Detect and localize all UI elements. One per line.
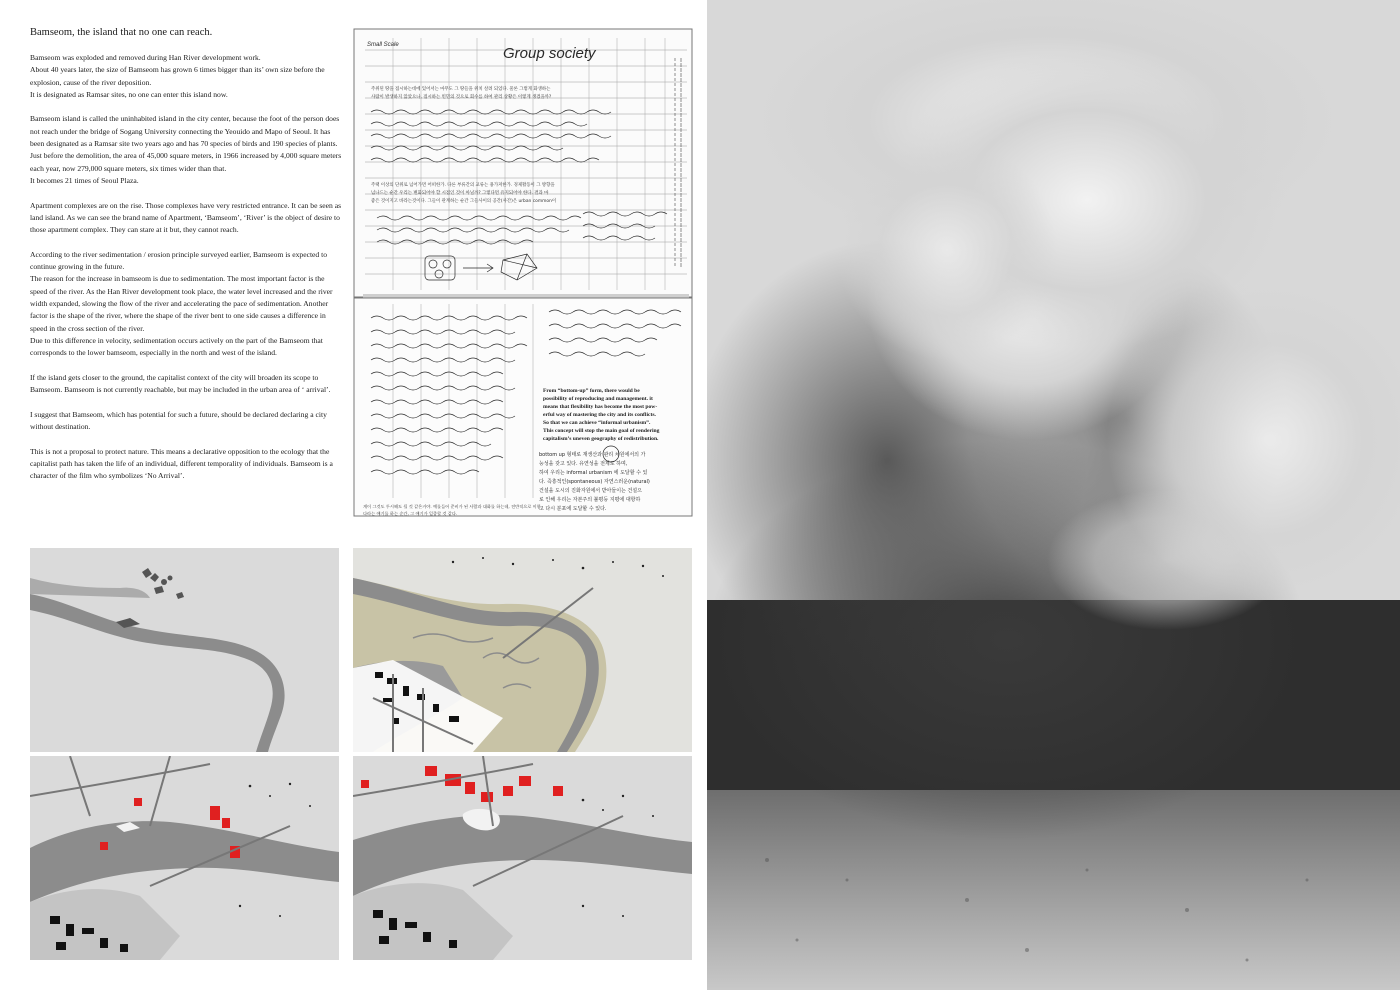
explosion-photograph (707, 0, 1400, 990)
map-sediment-growth (353, 548, 692, 752)
map-city-left (30, 756, 339, 960)
korean-quote-line: 고 다시 분포에 도달할 수 있다. (539, 506, 607, 512)
english-quote-line: means that flexibility has become the most pow- (543, 404, 658, 410)
essay-column (30, 26, 342, 495)
korean-quote-line: 하여 우리는 informal urbanism 에 도달할 수 있 (539, 470, 648, 476)
essay-sentence: It becomes 21 times of Seoul Plaza. (30, 175, 139, 185)
essay-sentence: About 40 years later, the size of Bamseom has grown 6 times bigger than its’ own size before the explosion, cause of the river deposition. (30, 65, 325, 87)
korean-quote-line: 건설을 도시의 진화자원에서 받아들이는 건설으 (539, 488, 642, 494)
english-quote-line: capitalism’s uneven geography of redistribution. (543, 436, 659, 442)
english-quote-line: possibility of reproducing and management. it (543, 396, 653, 402)
essay-sentence: Due to this difference in velocity, sedimentation occurs actively on the part of the Bamseom that corresponds to the lower bamseom, especially in the north and west of the island. (30, 335, 323, 358)
essay-paragraph (30, 52, 342, 101)
essay-sentence: Bamseom island is called the uninhabited island in the city center, because the foot of the person does not reach under the bridge of Sogang University connecting the Yeouido and Mapo of Seoul. It has been designated as a Ramsar site two years ago and has 70 species of birds and 190 species of plants. (30, 114, 340, 149)
notebook-bottom-line: 다라는 얘기를 하는 순간, 그 얘기가 일종할 것 같다. (363, 511, 458, 516)
english-quote-line: So that we can achieve “informal urbanism”. (543, 420, 651, 426)
essay-sentence: Just before the demolition, the area of 45,000 square meters, in 1966 increased by 4,000 square meters each year, now 279,000 square meters, six times wider than that. (30, 151, 342, 173)
korean-quote-line: 다. 즉흥적인(spontaneous) 자연스러운(natural) (539, 479, 650, 485)
notebook-corner-label: Small Scale (367, 42, 399, 48)
notebook-print-line: 주위된 땅을 접시하는데에 있어서는 마무도 그 땅들을 위치 살려 되었다. 물론 그렇게 화생하는 (371, 87, 551, 92)
notebook-print-line: 넘나드는 순간 우리는 변화되어야 할 시점인 것이 아닐까? 그렇다면 유지되어야 한다. 결과 마 (371, 191, 549, 196)
essay-sentence: It is designated as Ramsar sites, no one can enter this island now. (30, 89, 228, 99)
english-quote-line: From “bottom-up” form, there would be (543, 388, 640, 394)
korean-quote-line: 능성을 갖고 있다. 유연성을 전제로 하며, (539, 461, 628, 467)
essay-paragraph (30, 446, 342, 483)
essay-sentence: If the island gets closer to the ground, the capitalist context of the city will broaden its scope to Bamseom. Bamseom is not currently reachable, but may be included in the urban area of ‘ arrival’. (30, 372, 331, 395)
notebook-header-text: Group society (503, 45, 596, 62)
essay-sentence: This is not a proposal to protect nature. This means a declarative opposition to the ecology that the capitalist path has taken the life of an individual, different temporality of individuals. Bamseom is a character of the film who symbolizes ‘No Arrival’. (30, 446, 333, 481)
essay-title: Bamseom, the island that no one can reach. (30, 27, 213, 38)
english-quote-line: erful way of mastering the city and its conflicts. (543, 412, 656, 418)
notebook-scan (353, 28, 695, 518)
korean-quote-line: 로 인해 우리는 자본주의 불평등 지평에 대항하 (539, 497, 641, 503)
essay-sentence: I suggest that Bamseom, which has potential for such a future, should be declared declaring a city without destination. (30, 409, 327, 431)
essay-sentence: Apartment complexes are on the rise. Those complexes have very restricted entrance. It can be seen as land island. As we can see the brand name of Apartment, ‘Bamseom’, ‘River’ is the object of desire to those apartment complex. They can stare at it but, they cannot reach. (30, 200, 342, 235)
essay-paragraph (30, 113, 342, 187)
essay-paragraph (30, 249, 342, 360)
essay-body (30, 52, 342, 482)
english-quote-line: This concept will stop the main goal of rendering (543, 428, 660, 434)
essay-sentence: According to the river sedimentation / erosion principle surveyed earlier, Bamseom is expected to continue growing in the future. (30, 249, 328, 272)
essay-paragraph (30, 372, 342, 397)
notebook-print-line: 사람이 발생하지 않았으나, 접시하는 빈민의 것으로 회수를 하여 관리 상황은 이렇게 생겼을까? (371, 95, 552, 100)
korean-quote-line: bottom up 형태로 재생산과 관리 차원에서의 가 (539, 452, 646, 458)
notebook-bottom-line: 계이 그것도 투시해도 될 것 같은거야. 예를들어 준비가 된 사람과 대화를 하는데, 전반적으로 이렇 (363, 504, 541, 509)
notebook-print-line: 주택 이상의 단위로 넘어가면 어떠한가. 다른 부류간의 교류는 용가져한가. 경제활동이 그 방향을 (371, 183, 555, 188)
essay-paragraph (30, 409, 342, 434)
essay-paragraph (30, 200, 342, 237)
notebook-print-line: 좋은 것이지고 바라는것이다. 그들이 관계하는 순간 그들사이의 공간(사간)은 urban common이 (371, 199, 557, 204)
map-river-before (30, 548, 339, 752)
essay-sentence: Bamseom was exploded and removed during Han River development work. (30, 53, 261, 62)
map-city-right (353, 756, 692, 960)
essay-sentence: The reason for the increase in bamseom is due to sedimentation. The most important factor is the speed of the river. As the Han River development took place, the water level increased and the river width expanded, slowing the flow of the river and accelerating the pace of sedimentation. Another factor is the shape of the river, where the shape of the river bent to one side causes a difference in speed in the cross section of the river. (30, 274, 333, 333)
